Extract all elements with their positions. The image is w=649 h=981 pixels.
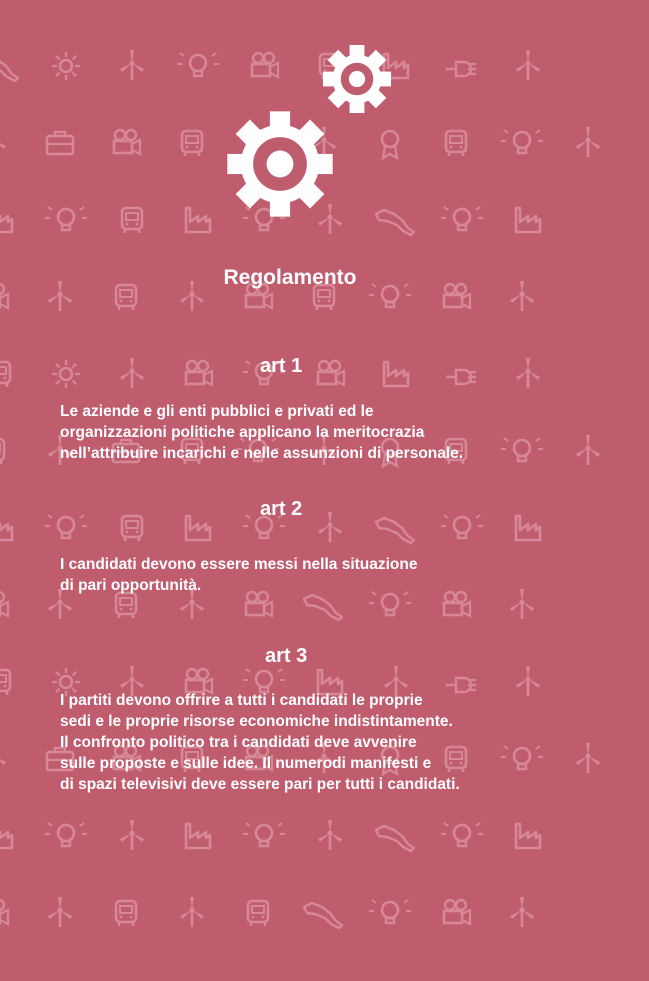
lightbulb-icon <box>243 823 285 846</box>
wind-turbine-icon <box>318 512 342 542</box>
article-1-heading: art 1 <box>260 355 303 377</box>
wind-turbine-icon <box>0 743 6 773</box>
article-2-heading: art 2 <box>260 498 303 520</box>
factory-icon <box>186 208 210 232</box>
camera-icon <box>186 361 212 385</box>
bus-icon <box>446 131 466 156</box>
wind-turbine-icon <box>0 127 6 157</box>
camera-icon <box>444 900 470 924</box>
map-icon <box>304 595 342 620</box>
factory-icon <box>186 824 210 848</box>
lightbulb-icon <box>441 207 483 230</box>
plug-icon <box>446 62 476 76</box>
bus-icon <box>122 516 142 541</box>
lightbulb-icon <box>45 207 87 230</box>
map-icon <box>0 56 18 81</box>
map-icon <box>304 903 342 928</box>
briefcase-icon <box>47 132 73 154</box>
lightbulb-icon <box>369 900 411 923</box>
factory-icon <box>516 516 540 540</box>
wind-turbine-icon <box>576 435 600 465</box>
lightbulb-icon <box>441 515 483 538</box>
bus-icon <box>248 901 268 926</box>
plug-icon <box>446 370 476 384</box>
sun-icon <box>52 52 80 80</box>
wind-turbine-icon <box>510 589 534 619</box>
lightbulb-icon <box>501 130 543 153</box>
lightbulb-icon <box>441 823 483 846</box>
wind-turbine-icon <box>180 897 204 927</box>
bus-icon <box>0 439 4 464</box>
wind-turbine-icon <box>576 743 600 773</box>
medal-icon <box>382 131 398 158</box>
wind-turbine-icon <box>576 127 600 157</box>
lightbulb-icon <box>45 515 87 538</box>
wind-turbine-icon <box>516 358 540 388</box>
factory-icon <box>0 208 12 232</box>
map-icon <box>376 210 414 235</box>
bus-icon <box>116 593 136 618</box>
bus-icon <box>116 901 136 926</box>
wind-turbine-icon <box>48 897 72 927</box>
lightbulb-icon <box>501 438 543 461</box>
sun-icon <box>52 360 80 388</box>
factory-icon <box>516 208 540 232</box>
map-icon <box>376 518 414 543</box>
factory-icon <box>516 824 540 848</box>
lightbulb-icon <box>243 669 285 692</box>
wind-turbine-icon <box>510 897 534 927</box>
factory-icon <box>0 516 12 540</box>
article-3-text: I partiti devono offrire a tutti i candidati le proprie sedi e le proprie risorse economiche indistintamente. Il confronto politico tra i candidati deve avvenire sulle proposte e sulle idee. Il numerodi manifesti e di spazi televisivi deve essere pari per tutti i candidati. <box>60 692 460 793</box>
bus-icon <box>0 362 10 387</box>
wind-turbine-icon <box>120 358 144 388</box>
bus-icon <box>122 208 142 233</box>
wind-turbine-icon <box>120 820 144 850</box>
article-2-text: I candidati devono essere messi nella situazione di pari opportunità. <box>60 556 418 594</box>
camera-icon <box>318 361 344 385</box>
factory-icon <box>384 362 408 386</box>
lightbulb-icon <box>177 53 219 76</box>
wind-turbine-icon <box>318 820 342 850</box>
factory-icon <box>0 824 12 848</box>
article-3-heading: art 3 <box>265 645 308 667</box>
camera-icon <box>444 592 470 616</box>
map-icon <box>376 826 414 851</box>
wind-turbine-icon <box>516 666 540 696</box>
camera-icon <box>0 592 8 616</box>
factory-icon <box>186 516 210 540</box>
gear-icon <box>224 108 336 220</box>
wind-turbine-icon <box>120 50 144 80</box>
article-1-text: Le aziende e gli enti pubblici e privati ed le organizzazioni politiche applicano la meritocrazia nell’attribuire incarichi e nelle assunzioni di personale. <box>60 403 464 462</box>
camera-icon <box>114 130 140 154</box>
lightbulb-icon <box>501 746 543 769</box>
lightbulb-icon <box>45 823 87 846</box>
camera-icon <box>0 900 8 924</box>
bus-icon <box>0 670 10 695</box>
gear-icon <box>320 42 394 116</box>
page-title: Regolamento <box>223 266 357 289</box>
bus-icon <box>182 131 202 156</box>
wind-turbine-icon <box>516 50 540 80</box>
camera-icon <box>252 53 278 77</box>
